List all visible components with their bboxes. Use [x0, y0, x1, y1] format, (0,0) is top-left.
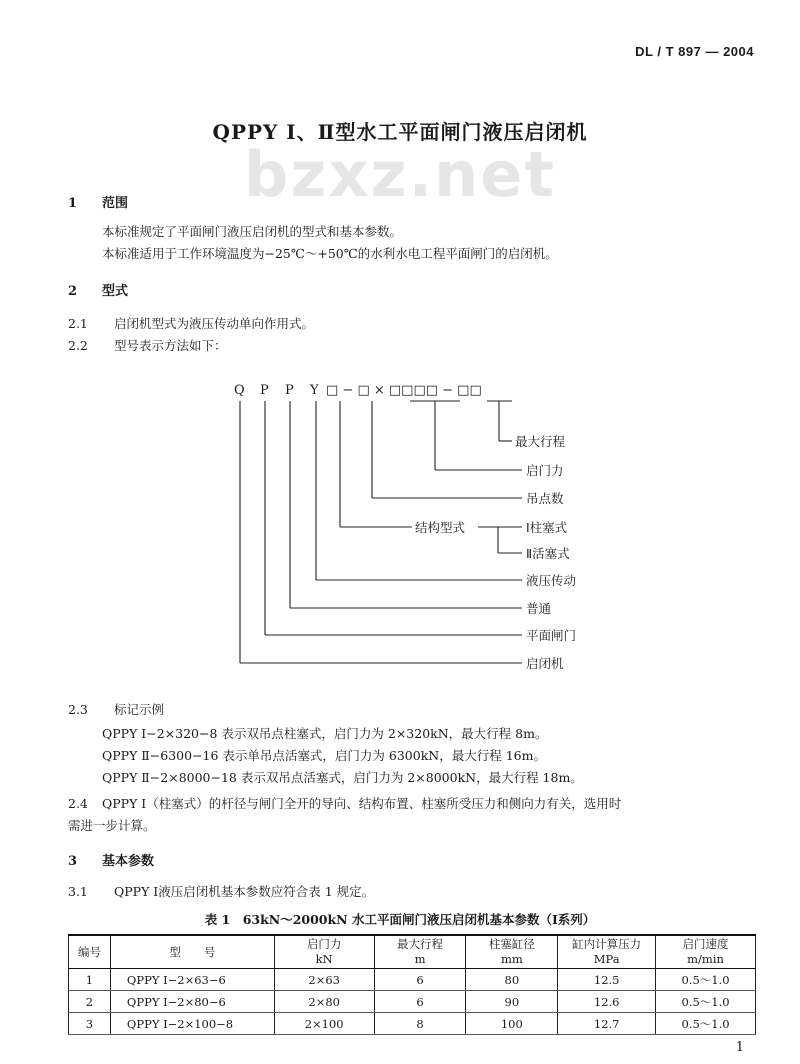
table-row	[69, 991, 756, 1013]
clause-text: 启闭机型式为液压传动单向作用式。	[114, 316, 315, 331]
standard-code: DL / T 897 — 2004	[635, 44, 754, 59]
table-cell: 0.5～1.0	[656, 1013, 756, 1035]
clause-3-1	[68, 882, 374, 900]
clause-text: 标记示例	[114, 702, 165, 717]
clause-text: 型号表示方法如下：	[114, 338, 227, 353]
table-cell: 2×80	[274, 991, 374, 1013]
example-line: QPPY Ⅱ−6300−16 表示单吊点活塞式，启门力为 6300kN，最大行程 16m。	[102, 748, 546, 763]
column-header: 型 号	[110, 935, 274, 969]
code-letter: Y	[310, 383, 319, 398]
table-cell: 100	[466, 1013, 558, 1035]
code-letter: P	[285, 383, 294, 398]
label-structure-type: 结构型式	[415, 520, 466, 535]
label-plane-gate: 平面闸门	[526, 628, 577, 643]
clause-number: 2.4	[68, 796, 88, 811]
page-title: QPPY Ⅰ、Ⅱ型水工平面闸门液压启闭机	[212, 120, 588, 144]
clause-text: QPPY Ⅰ（柱塞式）的杆径与闸门全开的导向、结构布置、柱塞所受压力和侧向力有关，选用时	[102, 796, 622, 811]
column-header: 缸内计算压力 MPa	[558, 935, 656, 969]
table-cell: 80	[466, 969, 558, 991]
table-cell: 3	[69, 1013, 111, 1035]
table-cell: 6	[374, 969, 466, 991]
clause-number: 3.1	[68, 884, 88, 899]
page-number: 1	[735, 1040, 744, 1055]
column-header: 编号	[69, 935, 111, 969]
clause-number: 2.3	[68, 702, 88, 717]
table-cell: 12.5	[558, 969, 656, 991]
table-cell: QPPY Ⅰ−2×63−6	[110, 969, 274, 991]
label-hydraulic: 液压传动	[526, 573, 577, 588]
table-row	[69, 1013, 756, 1035]
table-row	[69, 969, 756, 991]
example-line: QPPY Ⅰ−2×320−8 表示双吊点柱塞式，启门力为 2×320kN，最大行程 8m。	[102, 726, 548, 741]
section-3-heading	[68, 850, 154, 869]
code-tail: □ − □ × □□□□ − □□	[326, 383, 482, 398]
section-title: 型式	[102, 284, 129, 299]
clause-2-3	[68, 700, 164, 718]
paragraph: 本标准适用于工作环境温度为−25℃～+50℃的水利水电工程平面闸门的启闭机。	[102, 246, 558, 261]
section-number: 3	[68, 854, 78, 869]
label-piston-type: Ⅱ活塞式	[526, 546, 570, 561]
label-hoist: 启闭机	[526, 656, 564, 671]
table-cell: 12.7	[558, 1013, 656, 1035]
example-line: QPPY Ⅱ−2×8000−18 表示双吊点活塞式，启门力为 2×8000kN，最大行程 18m。	[102, 770, 583, 785]
label-ordinary: 普通	[526, 601, 552, 616]
clause-text: QPPY Ⅰ液压启闭机基本参数应符合表 1 规定。	[114, 884, 375, 899]
section-number: 1	[68, 196, 78, 211]
table-cell: 8	[374, 1013, 466, 1035]
label-plunger-type: Ⅰ柱塞式	[526, 520, 568, 535]
column-header: 柱塞缸径 mm	[466, 935, 558, 969]
table-cell: QPPY Ⅰ−2×100−8	[110, 1013, 274, 1035]
table-cell: 0.5～1.0	[656, 991, 756, 1013]
clause-2-4	[68, 794, 621, 812]
table-cell: 90	[466, 991, 558, 1013]
table-cell: 6	[374, 991, 466, 1013]
section-number: 2	[68, 284, 78, 299]
code-letter: P	[260, 383, 269, 398]
column-header: 启门力 kN	[274, 935, 374, 969]
table-cell: 12.6	[558, 991, 656, 1013]
watermark: bzxz.net	[244, 138, 556, 211]
table-cell: 2	[69, 991, 111, 1013]
label-hoist-force: 启门力	[526, 463, 564, 478]
label-max-stroke: 最大行程	[515, 434, 566, 449]
table-cell: 0.5～1.0	[656, 969, 756, 991]
label-lifting-points: 吊点数	[526, 491, 564, 506]
section-title: 范围	[102, 196, 129, 211]
column-header: 启门速度 m/min	[656, 935, 756, 969]
code-letter: Q	[234, 383, 245, 398]
table-caption: 表 1 63kN～2000kN 水工平面闸门液压启闭机基本参数（Ⅰ系列）	[204, 912, 596, 927]
paragraph: 本标准规定了平面闸门液压启闭机的型式和基本参数。	[102, 224, 403, 239]
table-header-row	[69, 935, 756, 969]
table-cell: 1	[69, 969, 111, 991]
clause-number: 2.2	[68, 338, 88, 353]
parameters-table	[68, 934, 756, 1035]
clause-number: 2.1	[68, 316, 88, 331]
table-cell: 2×63	[274, 969, 374, 991]
table-cell: 2×100	[274, 1013, 374, 1035]
column-header: 最大行程 m	[374, 935, 466, 969]
section-title: 基本参数	[102, 854, 155, 869]
clause-2-4-continued: 需进一步计算。	[68, 818, 156, 833]
table-cell: QPPY Ⅰ−2×80−6	[110, 991, 274, 1013]
